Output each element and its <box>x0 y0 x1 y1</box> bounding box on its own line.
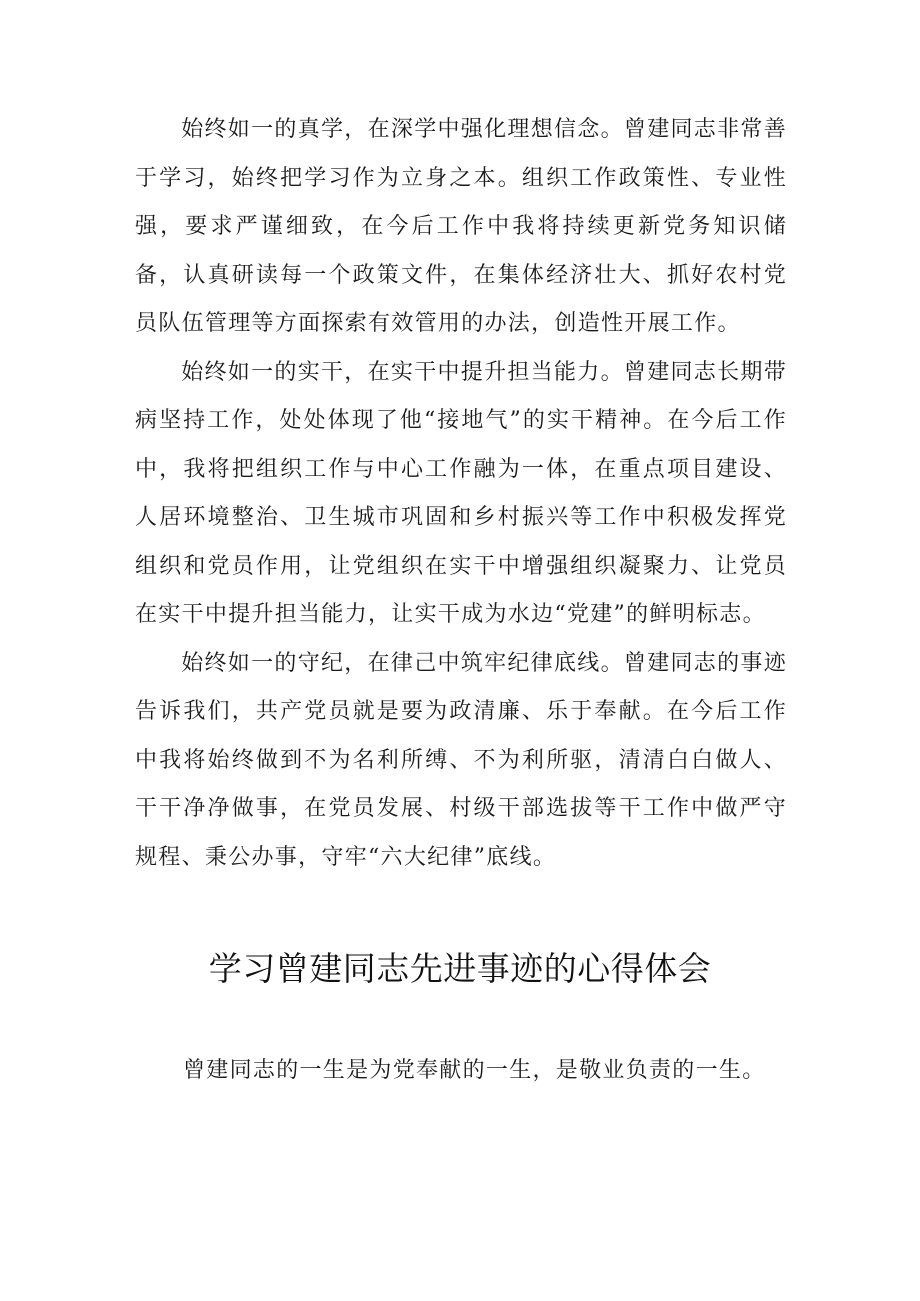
lead-paragraph: 曾建同志的一生是为党奉献的一生，是敬业负责的一生。 <box>183 1058 766 1083</box>
paragraph-real-work: 始终如一的实干，在实干中提升担当能力。曾建同志长期带病坚持工作，处处体现了他“接地气”的实干精神。在今后工作中，我将把组织工作与中心工作融为一体，在重点项目建设、人居环境整治、卫生城市巩固和乡村振兴等工作中积极发挥党组织和党员作用，让党组织在实干中增强组织凝聚力、让党员在实干中提升担当能力，让实干成为水边“党建”的鲜明标志。 <box>135 359 787 627</box>
paragraph-discipline: 始终如一的守纪，在律己中筑牢纪律底线。曾建同志的事迹告诉我们，共产党员就是要为政清廉、乐于奉献。在今后工作中我将始终做到不为名利所缚、不为利所驱，清清白白做人、干干净净做事，在党员发展、村级干部选拔等干工作中做严守规程、秉公办事，守牢“六大纪律”底线。 <box>135 650 787 870</box>
document-title: 学习曾建同志先进事迹的心得体会 <box>208 949 712 988</box>
body-text <box>135 106 787 882</box>
paragraph-real-study: 始终如一的真学，在深学中强化理想信念。曾建同志非常善于学习，始终把学习作为立身之本。组织工作政策性、专业性强，要求严谨细致，在今后工作中我将持续更新党务知识储备，认真研读每一个政策文件，在集体经济壮大、抓好农村党员队伍管理等方面探索有效管用的办法，创造性开展工作。 <box>135 117 787 336</box>
